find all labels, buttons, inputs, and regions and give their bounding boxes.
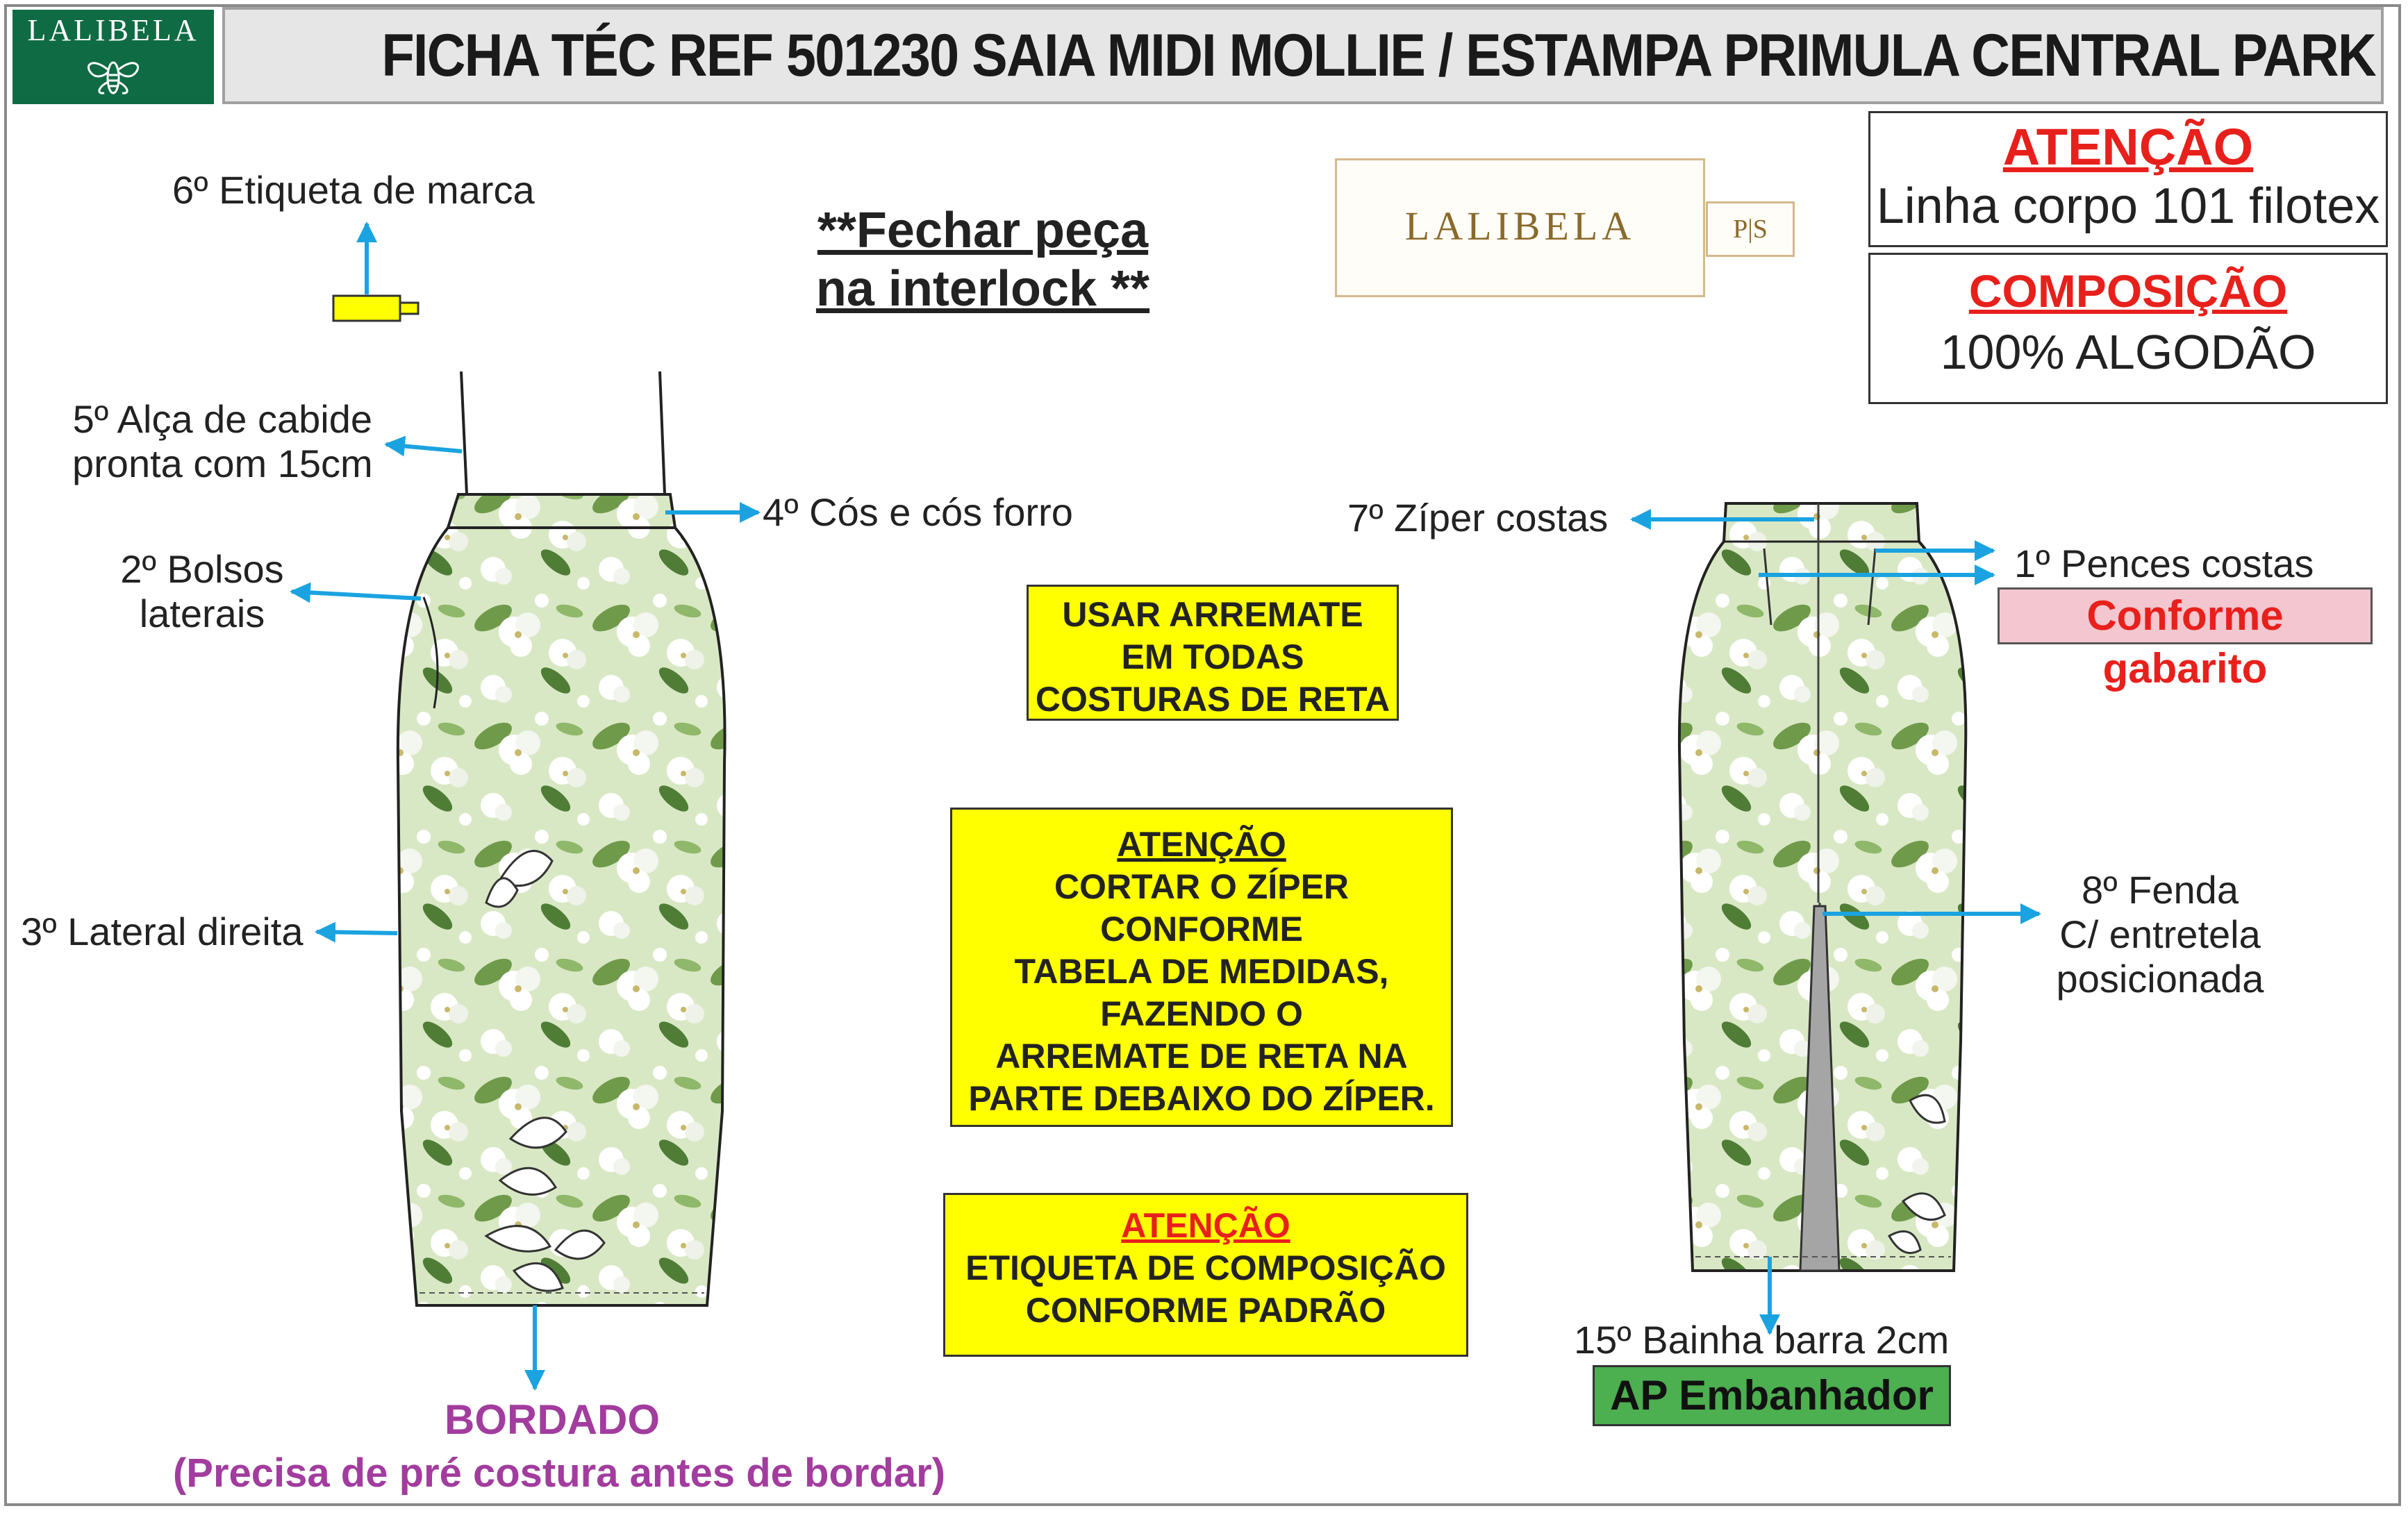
composition-title: COMPOSIÇÃO [1968, 265, 2288, 317]
zipper-cut-note-line: ARREMATE DE RETA NA [995, 1037, 1408, 1076]
thread-attention-text: Linha corpo 101 filotex [1876, 178, 2380, 234]
hanger-strap-callout-line-2: pronta com 15cm [72, 442, 373, 485]
slit-callout-line-1: 8º Fenda [2082, 868, 2239, 912]
closing-instruction-line-1: **Fechar peça [817, 203, 1149, 258]
composition-text: 100% ALGODÃO [1940, 325, 2316, 379]
brand-logo-text: LALIBELA [27, 13, 199, 47]
zipper-cut-note-line: FAZENDO O [1100, 994, 1303, 1033]
hem-callout: 15º Bainha barra 2cm [1574, 1318, 1950, 1362]
arremate-note-line: USAR ARREMATE [1062, 595, 1363, 634]
thread-attention-title: ATENÇÃO [2002, 118, 2254, 176]
side-pockets-callout-line-1: 2º Bolsos [120, 547, 284, 591]
closing-instruction-line-2: na interlock ** [815, 261, 1150, 317]
embroidery-note: (Precisa de pré costura antes de bordar) [172, 1451, 946, 1496]
arremate-note-line: COSTURAS DE RETA [1035, 680, 1390, 719]
zipper-cut-note-line: PARTE DEBAIXO DO ZÍPER. [968, 1079, 1435, 1118]
composition-label-note-title: ATENÇÃO [1121, 1206, 1290, 1245]
composition-label-note-line: CONFORME PADRÃO [1025, 1291, 1386, 1330]
composition-label-note-line: ETIQUETA DE COMPOSIÇÃO [965, 1248, 1446, 1287]
brand-label-callout: 6º Etiqueta de marca [172, 168, 535, 212]
template-note-badge: Conforme gabarito [1998, 587, 2373, 644]
slit-callout-line-3: posicionada [2056, 957, 2264, 1001]
zipper-cut-note-title: ATENÇÃO [1117, 825, 1286, 864]
hanger-strap-callout-line-1: 5º Alça de cabide [72, 397, 373, 441]
zipper-cut-note-line: CORTAR O ZÍPER [1054, 867, 1350, 906]
brand-label-size-tab: P|S [1706, 201, 1795, 257]
zipper-cut-note-line: TABELA DE MEDIDAS, [1014, 952, 1389, 991]
side-pockets-callout-line-2: laterais [139, 592, 265, 635]
back-skirt-drawing [1679, 503, 1966, 1271]
back-zipper-callout: 7º Zíper costas [1347, 496, 1609, 540]
page-title: FICHA TÉC REF 501230 SAIA MIDI MOLLIE / ESTAMPA PRIMULA CENTRAL PARK [381, 22, 2376, 89]
zipper-cut-note-line: CONFORME [1100, 910, 1303, 948]
back-darts-callout: 1º Pences costas [2014, 542, 2314, 585]
brand-label-name: LALIBELA [1404, 203, 1636, 249]
label-tag-icon [333, 296, 418, 321]
right-side-callout: 3º Lateral direita [21, 910, 304, 953]
arremate-note-line: EM TODAS [1121, 637, 1304, 676]
waistband-callout: 4º Cós e cós forro [763, 490, 1073, 534]
embroidery-callout: BORDADO [445, 1396, 660, 1443]
slit-callout-line-2: C/ entretela [2059, 912, 2261, 956]
hem-device-badge: AP Embanhador [1593, 1365, 1951, 1426]
